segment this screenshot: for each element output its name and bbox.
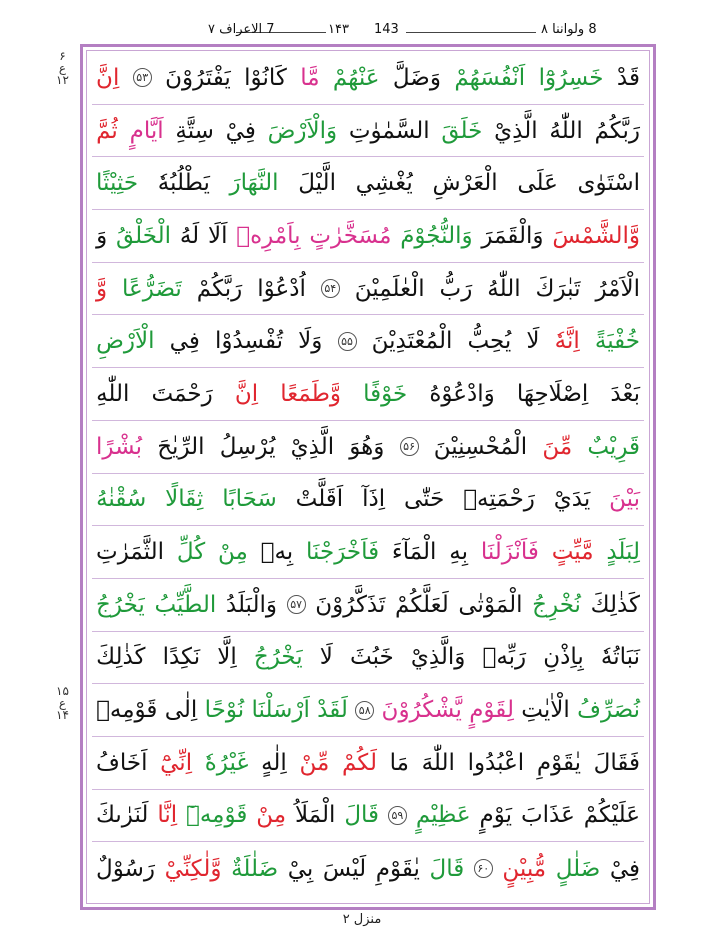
word: وَ: [96, 222, 108, 249]
word: اَيَّامٍ: [129, 117, 164, 144]
word: اِذَآ: [362, 486, 386, 513]
word: لَقَدْ: [317, 697, 348, 724]
word: قَوْمِهٖ: [96, 697, 158, 724]
word: رَسُوْلٌ: [96, 855, 155, 882]
word: كُلِّ: [176, 539, 206, 566]
word: عَلَى: [517, 170, 558, 197]
word: نُخْرِجُ: [532, 591, 581, 618]
word: بِهٖ: [260, 539, 294, 566]
text-line: [92, 105, 644, 158]
word: الرِّيٰحَ: [157, 433, 205, 460]
word: اَرْسَلْنَا: [251, 697, 310, 724]
word: لَا: [319, 644, 333, 671]
word: الْمُعْتَدِيْنَ: [371, 328, 453, 355]
quran-text-lines: [92, 52, 644, 895]
word: رَحْمَتَ: [151, 380, 213, 407]
word: بِاِذْنِ: [543, 644, 584, 671]
word: مِنْ: [256, 802, 287, 829]
word: اللّٰهَ: [421, 749, 455, 776]
word: يَدَيْ: [553, 486, 591, 513]
word: الثَّمَرٰتِ: [96, 539, 165, 566]
ruku-letter: ع: [58, 696, 67, 710]
word: فِيْ: [225, 117, 256, 144]
text-line: [92, 263, 644, 316]
text-line: [92, 421, 644, 474]
ayah-number-marker: ۵۴: [321, 279, 340, 298]
page-header: [86, 22, 650, 42]
word: خُفْيَةً: [594, 328, 640, 355]
word: فَاَخْرَجْنَا: [306, 539, 380, 566]
word: الْعٰلَمِيْنَ: [354, 275, 425, 302]
ayah-number-marker: ۵۵: [338, 332, 357, 351]
word: يُغْشِي: [355, 170, 413, 197]
word: اَقَلَّتْ: [295, 486, 344, 513]
word: بِيْ: [287, 855, 314, 882]
word: نَكِدًا: [162, 644, 201, 671]
text-line: [92, 52, 644, 105]
word: قَالَ: [429, 855, 465, 882]
word: كَذٰلِكَ: [96, 644, 146, 671]
word: نُوْحًا: [204, 697, 245, 724]
ruku-number: ۶: [59, 49, 66, 63]
word: سُقْنٰهُ: [96, 486, 147, 513]
word: خَلَقَ: [441, 117, 483, 144]
word: رَبِّهٖ: [482, 644, 527, 671]
word: اِصْلَاحِهَا: [516, 380, 589, 407]
word: مُّبِيْنٍ: [502, 855, 547, 882]
word: مِّنَ: [542, 433, 573, 460]
word: اِلٰهٍ: [261, 749, 287, 776]
word: نَبَاتُهٗ: [600, 644, 640, 671]
ruku-number: ۱۵: [56, 684, 69, 698]
word: وَادْعُوْهُ: [429, 380, 495, 407]
word: الَّذِيْ: [290, 433, 335, 460]
word: فَقَالَ: [593, 749, 640, 776]
word: وَالْقَمَرَ: [481, 222, 544, 249]
word: وَلَا: [298, 328, 323, 355]
word: اِنَّا: [157, 802, 178, 829]
ayah-number-marker: ۶۰: [474, 859, 493, 878]
word: الْعَرْشِ: [432, 170, 498, 197]
word: اُدْعُوْا: [257, 275, 306, 302]
word: ضَلٰلٍ: [555, 855, 601, 882]
text-line: [92, 684, 644, 737]
word: اِنَّ: [96, 64, 120, 91]
word: وَهُوَ: [349, 433, 385, 460]
word: فَاَنْزَلْنَا: [480, 539, 539, 566]
word: لِقَوْمٍ: [469, 697, 514, 724]
ruku-marker-2: [56, 685, 69, 721]
word: اِنَّ: [234, 380, 259, 407]
ayah-number-marker: ۵۸: [355, 701, 374, 720]
word: بَعْدَ: [610, 380, 640, 407]
word: بُشْرًا: [96, 433, 143, 460]
word: رَبَّكُمْ: [196, 275, 243, 302]
word: الْخَلْقُ: [115, 222, 172, 249]
text-line: [92, 632, 644, 685]
ruku-letter: ع: [58, 61, 67, 75]
word: يُرْسِلُ: [219, 433, 276, 460]
text-line: [92, 210, 644, 263]
word: اللّٰهُ: [549, 117, 583, 144]
word: لَهُ: [179, 222, 200, 249]
word: لَيْسَ: [322, 855, 367, 882]
word: يٰقَوْمِ: [375, 855, 420, 882]
word: عَنْهُمْ: [332, 64, 380, 91]
header-rule-right: [406, 32, 536, 33]
word: رَحْمَتِهٖ: [463, 486, 535, 513]
word: الْمُحْسِنِيْنَ: [433, 433, 528, 460]
ayah-number-marker: ۵۷: [287, 595, 306, 614]
word: يَخْرُجُ: [253, 644, 303, 671]
juz-title: 8 ولواننا ۸: [541, 22, 597, 37]
word: وَّطَمَعًا: [280, 380, 342, 407]
text-line: [92, 737, 644, 790]
text-line: [92, 842, 644, 895]
word: رَبَّكُمُ: [594, 117, 640, 144]
ruku-marker-1: [56, 50, 69, 86]
word: وَّلٰكِنِّيْ: [164, 855, 222, 882]
word: غَيْرُهٗ: [204, 749, 249, 776]
word: مَا: [389, 749, 409, 776]
word: الْاَمْرُ: [595, 275, 640, 302]
page-number: 143: [374, 22, 399, 37]
word: الَّيْلَ: [298, 170, 336, 197]
surah-title: 7 الاعراف ۷: [208, 22, 275, 37]
word: وَالْبَلَدُ: [225, 591, 278, 618]
word: فِي: [169, 328, 200, 355]
word: ضَلٰلَةٌ: [231, 855, 279, 882]
word: اَلَا: [207, 222, 228, 249]
word: مَّا: [300, 64, 320, 91]
word: يَطْلُبُهٗ: [157, 170, 210, 197]
word: فِيْ: [609, 855, 640, 882]
text-line: [92, 368, 644, 421]
ayah-number-marker: ۵۳: [133, 68, 152, 87]
word: قَرِيْبٌ: [587, 433, 640, 460]
page-number-arabic: ۱۴۳: [328, 22, 349, 37]
text-line: [92, 579, 644, 632]
word: عَلَيْكُمْ: [583, 802, 640, 829]
word: يَوْمٍ: [479, 802, 513, 829]
word: الْاَرْضِ: [96, 328, 155, 355]
word: يُحِبُّ: [467, 328, 512, 355]
word: مِنْ: [218, 539, 248, 566]
word: تَذَكَّرُوْنَ: [315, 591, 386, 618]
word: بِاَمْرِهٖ: [236, 222, 301, 249]
word: النَّهَارَ: [229, 170, 279, 197]
word: اللّٰهُ: [487, 275, 521, 302]
word: وَالنُّجُوْمَ: [400, 222, 473, 249]
word: كَذٰلِكَ: [590, 591, 640, 618]
word: بِهِ: [449, 539, 468, 566]
word: اللّٰهِ: [96, 380, 130, 407]
text-line: [92, 474, 644, 527]
word: السَّمٰوٰتِ: [348, 117, 430, 144]
word: قَوْمِهٖٓ: [186, 802, 248, 829]
word: اِنَّهٗ: [554, 328, 580, 355]
word: لَا: [526, 328, 540, 355]
text-line: [92, 157, 644, 210]
word: مِّنْ: [299, 749, 330, 776]
word: قَالَ: [344, 802, 380, 829]
text-line: [92, 526, 644, 579]
word: لَكُمْ: [341, 749, 377, 776]
word: لَعَلَّكُمْ: [395, 591, 449, 618]
word: اَخَافُ: [96, 749, 148, 776]
word: وَّالشَّمْسَ: [552, 222, 640, 249]
word: ثُمَّ: [96, 117, 118, 144]
word: الْمَوْتٰى: [458, 591, 523, 618]
word: يَّشْكُرُوْنَ: [381, 697, 462, 724]
ayah-number-marker: ۵۶: [400, 437, 419, 456]
word: سَحَابًا: [222, 486, 277, 513]
word: الْمَآءَ: [391, 539, 437, 566]
text-line: [92, 790, 644, 843]
word: خَوْفًا: [363, 380, 408, 407]
word: الْاٰيٰتِ: [521, 697, 570, 724]
text-line: [92, 315, 644, 368]
ruku-sub: ۱۴: [56, 708, 69, 722]
word: بَيْنَ: [609, 486, 640, 513]
word: وَالَّذِيْ: [410, 644, 466, 671]
ruku-sub: ۱۲: [56, 73, 69, 87]
word: الطَّيِّبُ: [154, 591, 217, 618]
ayah-number-marker: ۵۹: [388, 806, 407, 825]
word: اِلَّا: [217, 644, 237, 671]
word: تَبٰرَكَ: [535, 275, 581, 302]
word: اِلٰى: [164, 697, 198, 724]
word: اَنْفُسَهُمْ: [454, 64, 526, 91]
manzil-footer: منزل ۲: [342, 912, 382, 927]
word: يٰقَوْمِ: [536, 749, 581, 776]
word: حَثِيْثًا: [96, 170, 139, 197]
word: كَانُوْا: [244, 64, 287, 91]
word: لَنَرٰىكَ: [96, 802, 149, 829]
word: اسْتَوٰى: [577, 170, 640, 197]
word: الْمَلَاُ: [295, 802, 336, 829]
word: مُسَخَّرٰتٍ: [309, 222, 392, 249]
word: عَظِيْمٍ: [415, 802, 471, 829]
word: لِبَلَدٍ: [606, 539, 640, 566]
word: اعْبُدُوا: [467, 749, 525, 776]
word: مَّيِّتٍ: [551, 539, 594, 566]
word: يَفْتَرُوْنَ: [165, 64, 231, 91]
word: ثِقَالًا: [165, 486, 204, 513]
word: تُفْسِدُوْا: [214, 328, 284, 355]
word: سِتَّةِ: [175, 117, 214, 144]
word: خَسِرُوْٓا: [538, 64, 604, 91]
word: وَضَلَّ: [392, 64, 441, 91]
word: وَّ: [96, 275, 108, 302]
word: اِنِّيْٓ: [160, 749, 193, 776]
word: يَخْرُجُ: [96, 591, 145, 618]
word: حَتّٰى: [403, 486, 445, 513]
word: وَالْاَرْضَ: [267, 117, 338, 144]
word: نُصَرِّفُ: [577, 697, 640, 724]
word: تَضَرُّعًا: [122, 275, 182, 302]
word: الَّذِيْ: [494, 117, 538, 144]
word: رَبُّ: [439, 275, 473, 302]
word: قَدْ: [616, 64, 640, 91]
word: خَبُثَ: [349, 644, 394, 671]
word: عَذَابَ: [520, 802, 575, 829]
